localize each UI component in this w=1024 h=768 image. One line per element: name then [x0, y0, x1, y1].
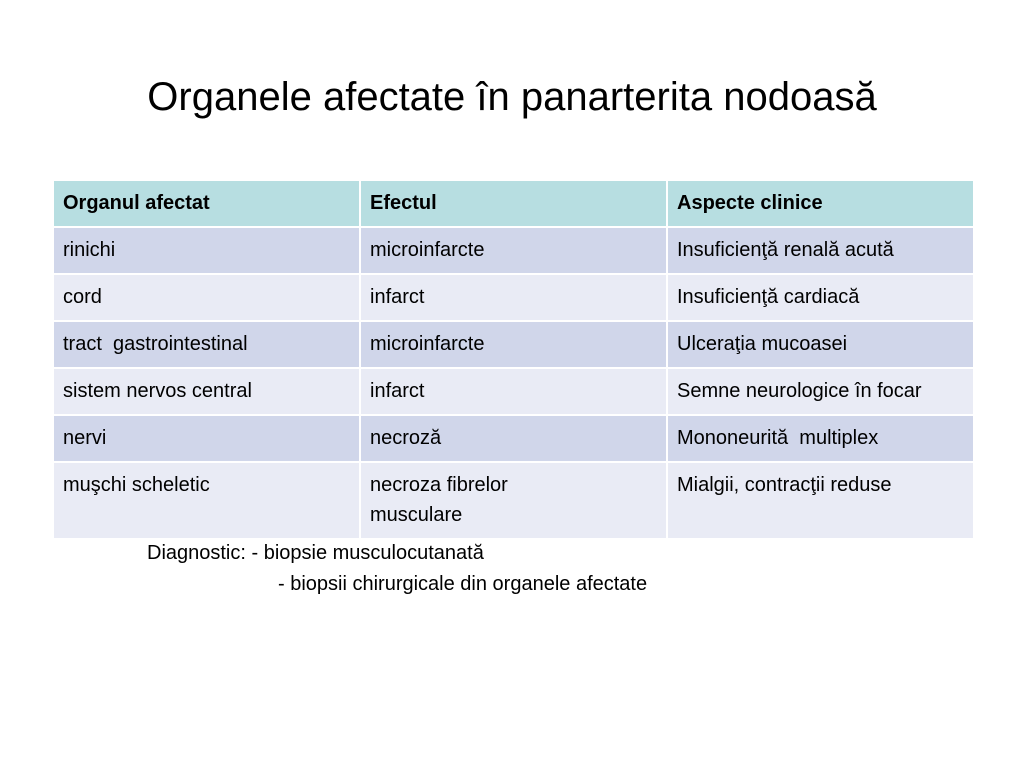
clinical-cell: Mononeurită multiplex [667, 415, 974, 462]
clinical-cell: Semne neurologice în focar [667, 368, 974, 415]
diagnostic-line-2: - biopsii chirurgicale din organele afectate [278, 573, 648, 595]
clinical-cell: Insuficienţă cardiacă [667, 274, 974, 321]
table-row [53, 415, 974, 462]
effect-cell: microinfarcte [360, 321, 667, 368]
clinical-cell: Insuficienţă renală acută [667, 227, 974, 274]
table-row [53, 227, 974, 274]
effect-cell: infarct [360, 368, 667, 415]
effect-cell: infarct [360, 274, 667, 321]
organ-cell: sistem nervos central [53, 368, 360, 415]
effect-cell: microinfarcte [360, 227, 667, 274]
clinical-cell: Mialgii, contracţii reduse [667, 462, 974, 539]
table-header-row [53, 180, 974, 227]
header-clinical-aspects: Aspecte clinice [667, 180, 974, 227]
effect-cell: necroză [360, 415, 667, 462]
table-row [53, 462, 974, 539]
diagnostic-line-1: Diagnostic: - biopsie musculocutanată [147, 542, 484, 564]
organ-cell: nervi [53, 415, 360, 462]
organ-cell: rinichi [53, 227, 360, 274]
table-row [53, 274, 974, 321]
clinical-cell: Ulceraţia mucoasei [667, 321, 974, 368]
table-row [53, 321, 974, 368]
organ-cell: cord [53, 274, 360, 321]
organ-cell: muşchi scheletic [53, 462, 360, 539]
organ-cell: tract gastrointestinal [53, 321, 360, 368]
diagnostic-note [147, 538, 647, 600]
header-effect: Efectul [360, 180, 667, 227]
effect-cell: necroza fibrelor musculare [360, 462, 667, 539]
header-organ: Organul afectat [53, 180, 360, 227]
table-row [53, 368, 974, 415]
affected-organs-table [52, 179, 975, 540]
slide-title: Organele afectate în panarterita nodoasă [147, 75, 877, 119]
